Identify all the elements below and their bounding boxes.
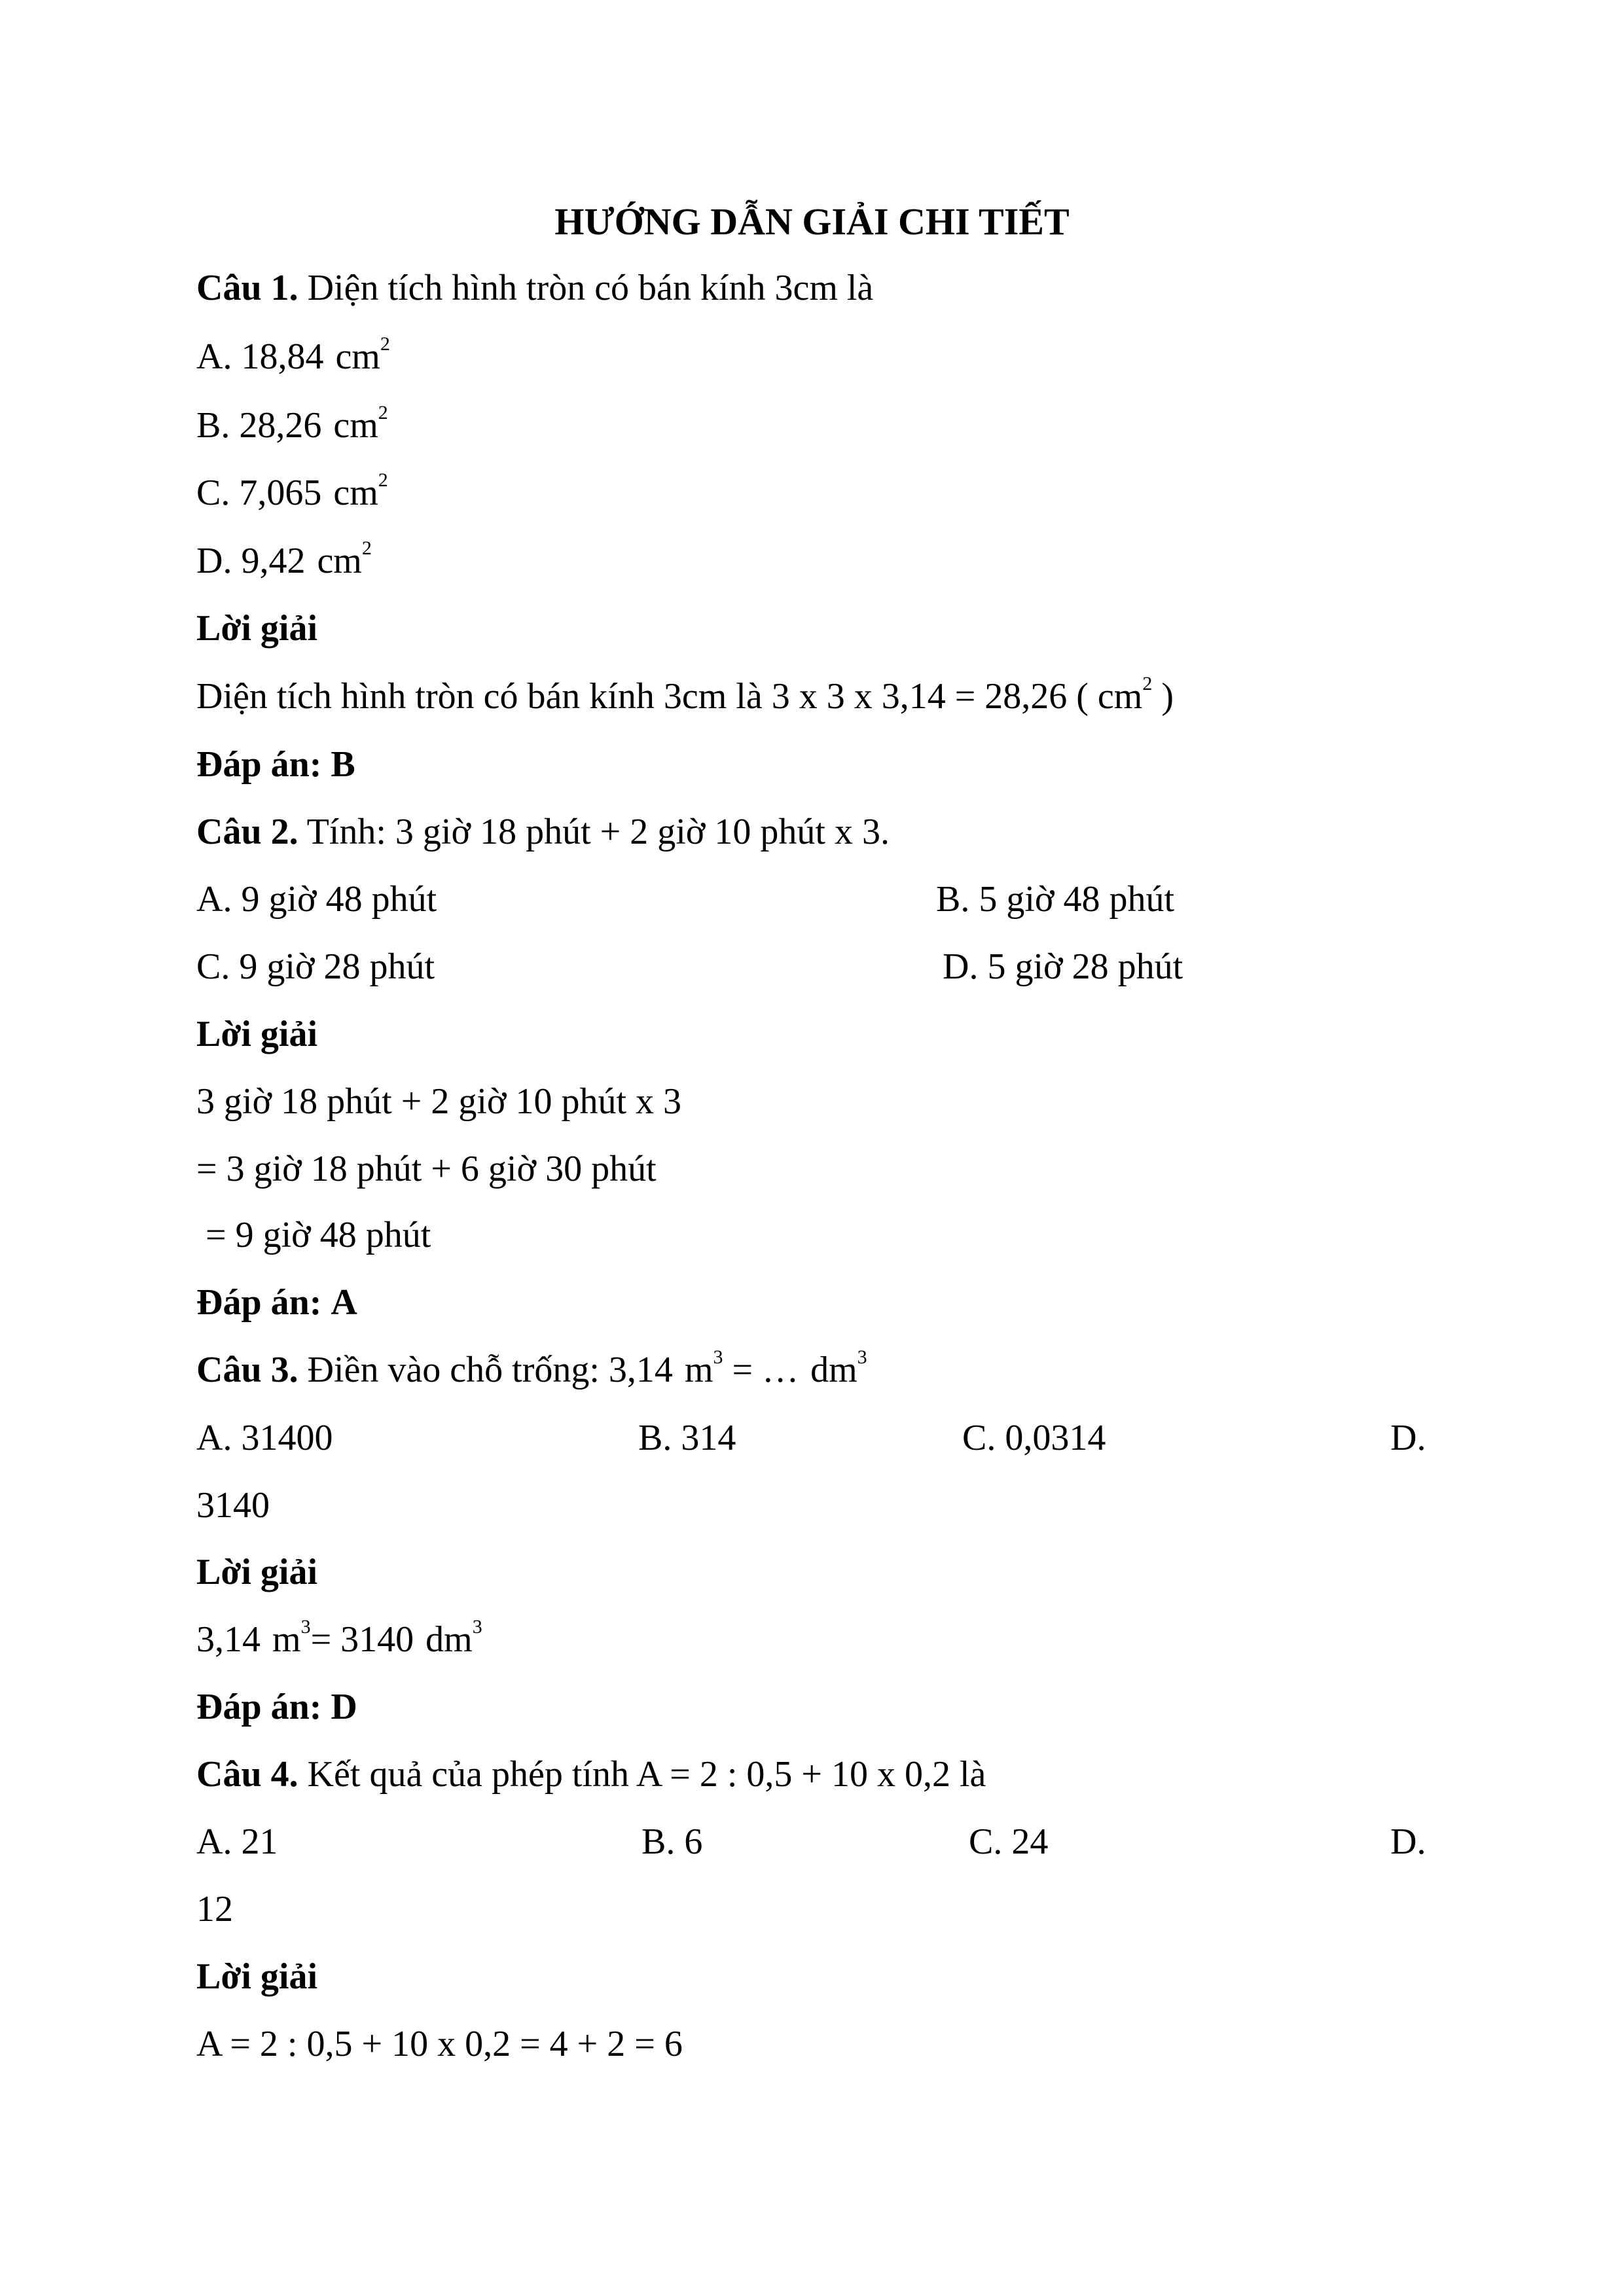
q1-option-c [196, 469, 388, 513]
unit: cm [317, 541, 362, 581]
q3-solution-result: = 3140 [310, 1619, 414, 1660]
q4-solution-heading [196, 1958, 317, 1995]
q2-solution-heading [196, 1016, 317, 1052]
unit-dm: dm [810, 1350, 857, 1390]
q2-step-2: = 3 giờ 18 phút + 6 giờ 30 phút [196, 1149, 657, 1189]
solution-label: Lời giải [196, 608, 318, 649]
q1-solution-heading [196, 610, 317, 647]
question-1 [196, 270, 873, 306]
exponent: 2 [361, 537, 372, 560]
exponent: 3 [300, 1616, 311, 1638]
q1-answer-value: B [331, 744, 355, 785]
unit: cm [333, 473, 378, 513]
q2-answer-value: A [331, 1282, 357, 1323]
page-title: HƯỚNG DẪN GIẢI CHI TIẾT [554, 200, 1070, 243]
answer-label: Đáp án: [196, 1687, 322, 1727]
question-1-label: Câu 1. [196, 268, 298, 308]
exponent: 2 [378, 402, 388, 424]
unit-m: m [272, 1619, 301, 1660]
question-3-label: Câu 3. [196, 1350, 298, 1390]
q3-option-c: C. 0,0314 [962, 1418, 1106, 1458]
q1-option-a [196, 333, 390, 377]
q1-answer [196, 746, 355, 783]
q3-solution-heading [196, 1554, 317, 1590]
q1-option-a-text: A. 18,84 [196, 336, 324, 377]
q2-option-d: D. 5 giờ 28 phút [943, 946, 1183, 987]
q2-answer [196, 1284, 357, 1321]
q1-option-b-text: B. 28,26 [196, 405, 322, 446]
exponent: 3 [857, 1346, 867, 1369]
q1-solution-text: Diện tích hình tròn có bán kính 3cm là 3 x 3 x 3,14 = 28,26 ( [196, 676, 1089, 717]
q3-option-d-value: 3140 [196, 1485, 270, 1526]
solution-label: Lời giải [196, 1552, 318, 1592]
question-3-text: Điền vào chỗ trống: 3,14 [307, 1350, 673, 1390]
q3-option-a: A. 31400 [196, 1418, 333, 1458]
q2-option-b: B. 5 giờ 48 phút [936, 879, 1175, 920]
unit: cm [333, 405, 378, 446]
exponent: 3 [472, 1616, 482, 1638]
question-2 [196, 814, 890, 850]
q3-option-b: B. 314 [638, 1418, 736, 1458]
unit-m: m [684, 1350, 713, 1390]
q1-option-d [196, 537, 372, 581]
q1-option-c-text: C. 7,065 [196, 473, 322, 513]
q3-answer [196, 1689, 357, 1725]
question-4-text: Kết quả của phép tính A = 2 : 0,5 + 10 x 0,2 là [307, 1754, 986, 1795]
q4-option-b: B. 6 [641, 1821, 703, 1862]
paren-close: ) [1161, 676, 1174, 717]
q4-option-d: D. [1390, 1821, 1426, 1862]
question-2-text: Tính: 3 giờ 18 phút + 2 giờ 10 phút x 3. [306, 812, 890, 852]
q4-option-a: A. 21 [196, 1821, 278, 1862]
exponent: 2 [378, 469, 388, 492]
question-1-text: Diện tích hình tròn có bán kính 3cm là [307, 268, 874, 308]
q3-solution-value: 3,14 [196, 1619, 261, 1660]
q4-solution: A = 2 : 0,5 + 10 x 0,2 = 4 + 2 = 6 [196, 2024, 683, 2064]
question-4 [196, 1756, 986, 1793]
q3-solution [196, 1616, 482, 1660]
question-2-label: Câu 2. [196, 812, 298, 852]
unit-dm: dm [425, 1619, 473, 1660]
exponent: 3 [713, 1346, 723, 1369]
solution-label: Lời giải [196, 1956, 318, 1997]
exponent: 2 [380, 333, 390, 355]
q1-option-b [196, 402, 388, 446]
answer-label: Đáp án: [196, 1282, 322, 1323]
question-3 [196, 1346, 867, 1390]
q1-solution [196, 673, 1174, 717]
exponent: 2 [1142, 673, 1153, 695]
answer-label: Đáp án: [196, 744, 322, 785]
blank: = … [732, 1350, 799, 1390]
q2-step-3: = 9 giờ 48 phút [206, 1215, 431, 1255]
q2-step-1: 3 giờ 18 phút + 2 giờ 10 phút x 3 [196, 1081, 682, 1122]
q1-option-d-text: D. 9,42 [196, 541, 306, 581]
q3-answer-value: D [331, 1687, 357, 1727]
solution-label: Lời giải [196, 1014, 318, 1054]
q4-option-c: C. 24 [969, 1821, 1049, 1862]
q3-option-d: D. [1390, 1418, 1426, 1458]
question-4-label: Câu 4. [196, 1754, 298, 1795]
q2-option-c: C. 9 giờ 28 phút [196, 946, 435, 987]
unit: cm [1097, 676, 1143, 717]
unit: cm [335, 336, 380, 377]
q2-option-a: A. 9 giờ 48 phút [196, 879, 437, 920]
q4-option-d-value: 12 [196, 1889, 233, 1929]
